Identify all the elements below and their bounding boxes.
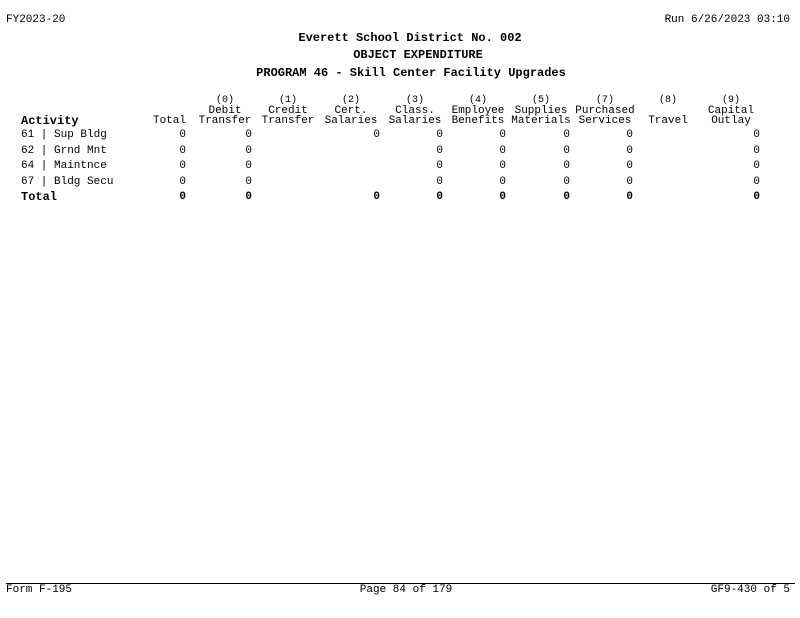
table-cell: 0 bbox=[753, 176, 760, 188]
total-cell: 0 bbox=[245, 191, 252, 203]
column-label-1: Debit bbox=[208, 105, 242, 117]
row-activity: 62 | Grnd Mnt bbox=[21, 145, 107, 157]
total-cell: 0 bbox=[626, 191, 633, 203]
column-label-2: Transfer bbox=[261, 115, 315, 127]
table-cell: 0 bbox=[626, 129, 633, 141]
footer-code: GF9-430 of 5 bbox=[710, 584, 790, 596]
column-label-1: Class. bbox=[395, 105, 435, 117]
table-cell: 0 bbox=[563, 160, 570, 172]
table-cell: 0 bbox=[245, 176, 252, 188]
table-cell: 0 bbox=[563, 129, 570, 141]
column-label-1: Credit bbox=[268, 105, 308, 117]
table-cell: 0 bbox=[563, 145, 570, 157]
table-cell: 0 bbox=[245, 145, 252, 157]
column-label-2: Materials bbox=[511, 115, 571, 127]
column-label-1: Purchased bbox=[575, 105, 635, 117]
total-cell: 0 bbox=[753, 191, 760, 203]
column-label-2: Salaries bbox=[388, 115, 442, 127]
table-cell: 0 bbox=[499, 145, 506, 157]
page-number: Page 84 of 179 bbox=[359, 584, 453, 596]
row-total: 0 bbox=[179, 145, 186, 157]
table-cell: 0 bbox=[436, 129, 443, 141]
total-row-total: 0 bbox=[179, 191, 186, 203]
column-number: (9) bbox=[721, 95, 740, 106]
row-activity: 64 | Maintnce bbox=[21, 160, 107, 172]
table-cell: 0 bbox=[499, 160, 506, 172]
column-number: (8) bbox=[658, 95, 677, 106]
column-number: (5) bbox=[531, 95, 550, 106]
column-number: (4) bbox=[468, 95, 487, 106]
column-label-2: Services bbox=[578, 115, 632, 127]
column-number: (0) bbox=[215, 95, 234, 106]
table-cell: 0 bbox=[563, 176, 570, 188]
table-cell: 0 bbox=[245, 160, 252, 172]
table-cell: 0 bbox=[626, 176, 633, 188]
row-activity: 61 | Sup Bldg bbox=[21, 129, 107, 141]
table-cell: 0 bbox=[499, 129, 506, 141]
column-label-1: Employee bbox=[451, 105, 505, 117]
form-number: Form F-195 bbox=[6, 584, 73, 596]
table-cell: 0 bbox=[436, 145, 443, 157]
column-label-2: Benefits bbox=[451, 115, 505, 127]
total-header: Total bbox=[152, 115, 186, 127]
total-cell: 0 bbox=[499, 191, 506, 203]
table-cell: 0 bbox=[499, 176, 506, 188]
table-cell: 0 bbox=[245, 129, 252, 141]
row-total: 0 bbox=[179, 129, 186, 141]
row-total: 0 bbox=[179, 176, 186, 188]
table-cell: 0 bbox=[436, 160, 443, 172]
total-label: Total bbox=[21, 190, 58, 204]
column-label-2: Travel bbox=[648, 115, 688, 127]
column-label-2: Transfer bbox=[198, 115, 252, 127]
total-cell: 0 bbox=[436, 191, 443, 203]
row-activity: 67 | Bldg Secu bbox=[21, 176, 114, 188]
column-label-2: Outlay bbox=[711, 115, 751, 127]
run-timestamp: Run 6/26/2023 03:10 bbox=[664, 14, 790, 26]
table-cell: 0 bbox=[436, 176, 443, 188]
column-label-1: Cert. bbox=[334, 105, 368, 117]
table-cell: 0 bbox=[753, 129, 760, 141]
column-number: (7) bbox=[595, 95, 614, 106]
table-cell: 0 bbox=[373, 129, 380, 141]
district-name: Everett School District No. 002 bbox=[298, 31, 522, 45]
activity-header: Activity bbox=[21, 114, 79, 128]
total-cell: 0 bbox=[563, 191, 570, 203]
column-number: (1) bbox=[278, 95, 297, 106]
table-cell: 0 bbox=[626, 160, 633, 172]
table-cell: 0 bbox=[753, 160, 760, 172]
column-label-1: Supplies bbox=[514, 105, 568, 117]
column-number: (3) bbox=[405, 95, 424, 106]
fiscal-year: FY2023-20 bbox=[6, 14, 66, 26]
table-cell: 0 bbox=[626, 145, 633, 157]
program-title: PROGRAM 46 - Skill Center Facility Upgrades bbox=[256, 66, 566, 80]
total-cell: 0 bbox=[373, 191, 380, 203]
column-number: (2) bbox=[341, 95, 360, 106]
column-label-2: Salaries bbox=[324, 115, 378, 127]
column-label-1: Capital bbox=[707, 105, 755, 117]
table-cell: 0 bbox=[753, 145, 760, 157]
row-total: 0 bbox=[179, 160, 186, 172]
report-title: OBJECT EXPENDITURE bbox=[353, 48, 483, 62]
